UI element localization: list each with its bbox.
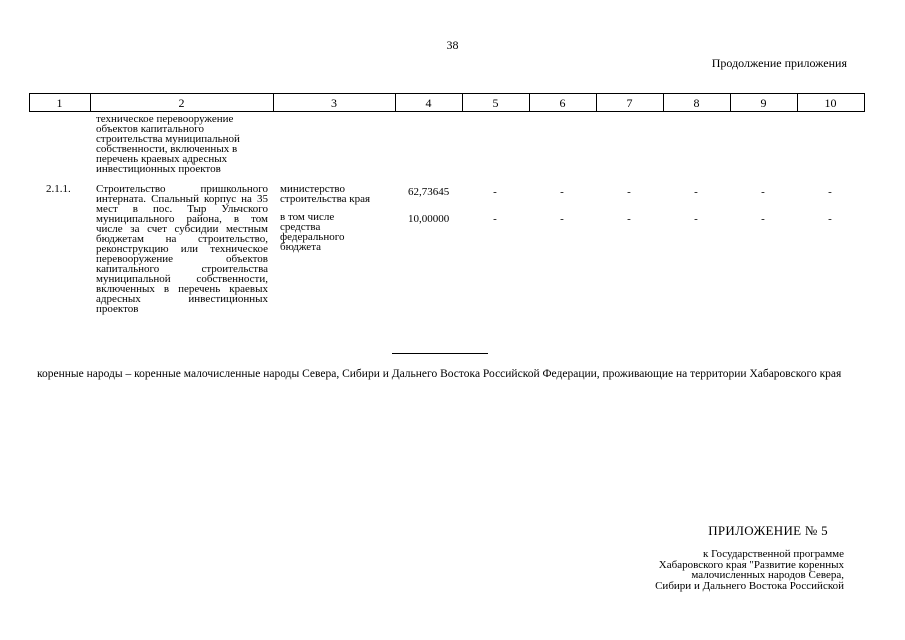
column-header: 3	[331, 96, 337, 110]
appendix-subtitle: к Государственной программе Хабаровского края "Развитие коренных малочисленных народов Севера, Сибири и Дальнего Востока Российской	[655, 548, 844, 592]
value-cell: -	[493, 186, 497, 198]
value-cell: -	[627, 186, 631, 198]
footnote-separator	[392, 353, 488, 354]
column-header: 8	[693, 96, 700, 110]
header-bottom-rule	[29, 111, 865, 112]
col-divider	[864, 93, 865, 112]
value-cell: -	[493, 213, 497, 225]
column-header: 7	[626, 96, 633, 110]
value-cell: -	[828, 213, 832, 225]
appendix-title: ПРИЛОЖЕНИЕ № 5	[708, 523, 828, 538]
value-cell: -	[694, 186, 698, 198]
continuation-label: Продолжение приложения	[711, 56, 847, 70]
footnote: коренные народы – коренные малочисленные народы Севера, Сибири и Дальнего Востока Российской Федерации, проживающие на территории Хабаровского края	[37, 368, 842, 380]
column-header: 5	[492, 96, 499, 110]
column-header: 4	[425, 96, 432, 110]
executor-ministry: министерство строительства края	[280, 183, 371, 205]
column-header: 2	[178, 96, 185, 110]
column-header: 10	[824, 96, 837, 110]
column-header: 9	[760, 96, 767, 110]
amount-total: 62,73645	[408, 186, 450, 198]
carryover-description: техническое перевооружение объектов капитального строительства муниципальной собственности, включенных в перечень краевых адресных инвестиционных проектов	[96, 113, 240, 175]
column-header: 6	[559, 96, 566, 110]
value-cell: -	[560, 186, 564, 198]
value-cell: -	[627, 213, 631, 225]
row-number: 2.1.1.	[46, 183, 71, 195]
column-header: 1	[56, 96, 63, 110]
row-description: Строительство пришкольного интерната. Спальный корпус на 35 мест в пос. Тыр Ульчского муниципального района, в том числе за счет субсидии местным бюджетам на строительство, реконструкцию или техническое перевооружение объектов капитального строительства муниципальной собственности, включенных в перечень краевых адресных инвестиционных проектов	[96, 183, 268, 315]
amount-federal: 10,00000	[408, 213, 450, 225]
value-cell: -	[761, 213, 765, 225]
value-cell: -	[828, 186, 832, 198]
header-top-rule	[29, 93, 865, 94]
value-cell: -	[694, 213, 698, 225]
value-cell: -	[761, 186, 765, 198]
executor-federal-budget: в том числе средства федерального бюджета	[280, 211, 345, 253]
value-cell: -	[560, 213, 564, 225]
page-number: 38	[446, 38, 459, 52]
